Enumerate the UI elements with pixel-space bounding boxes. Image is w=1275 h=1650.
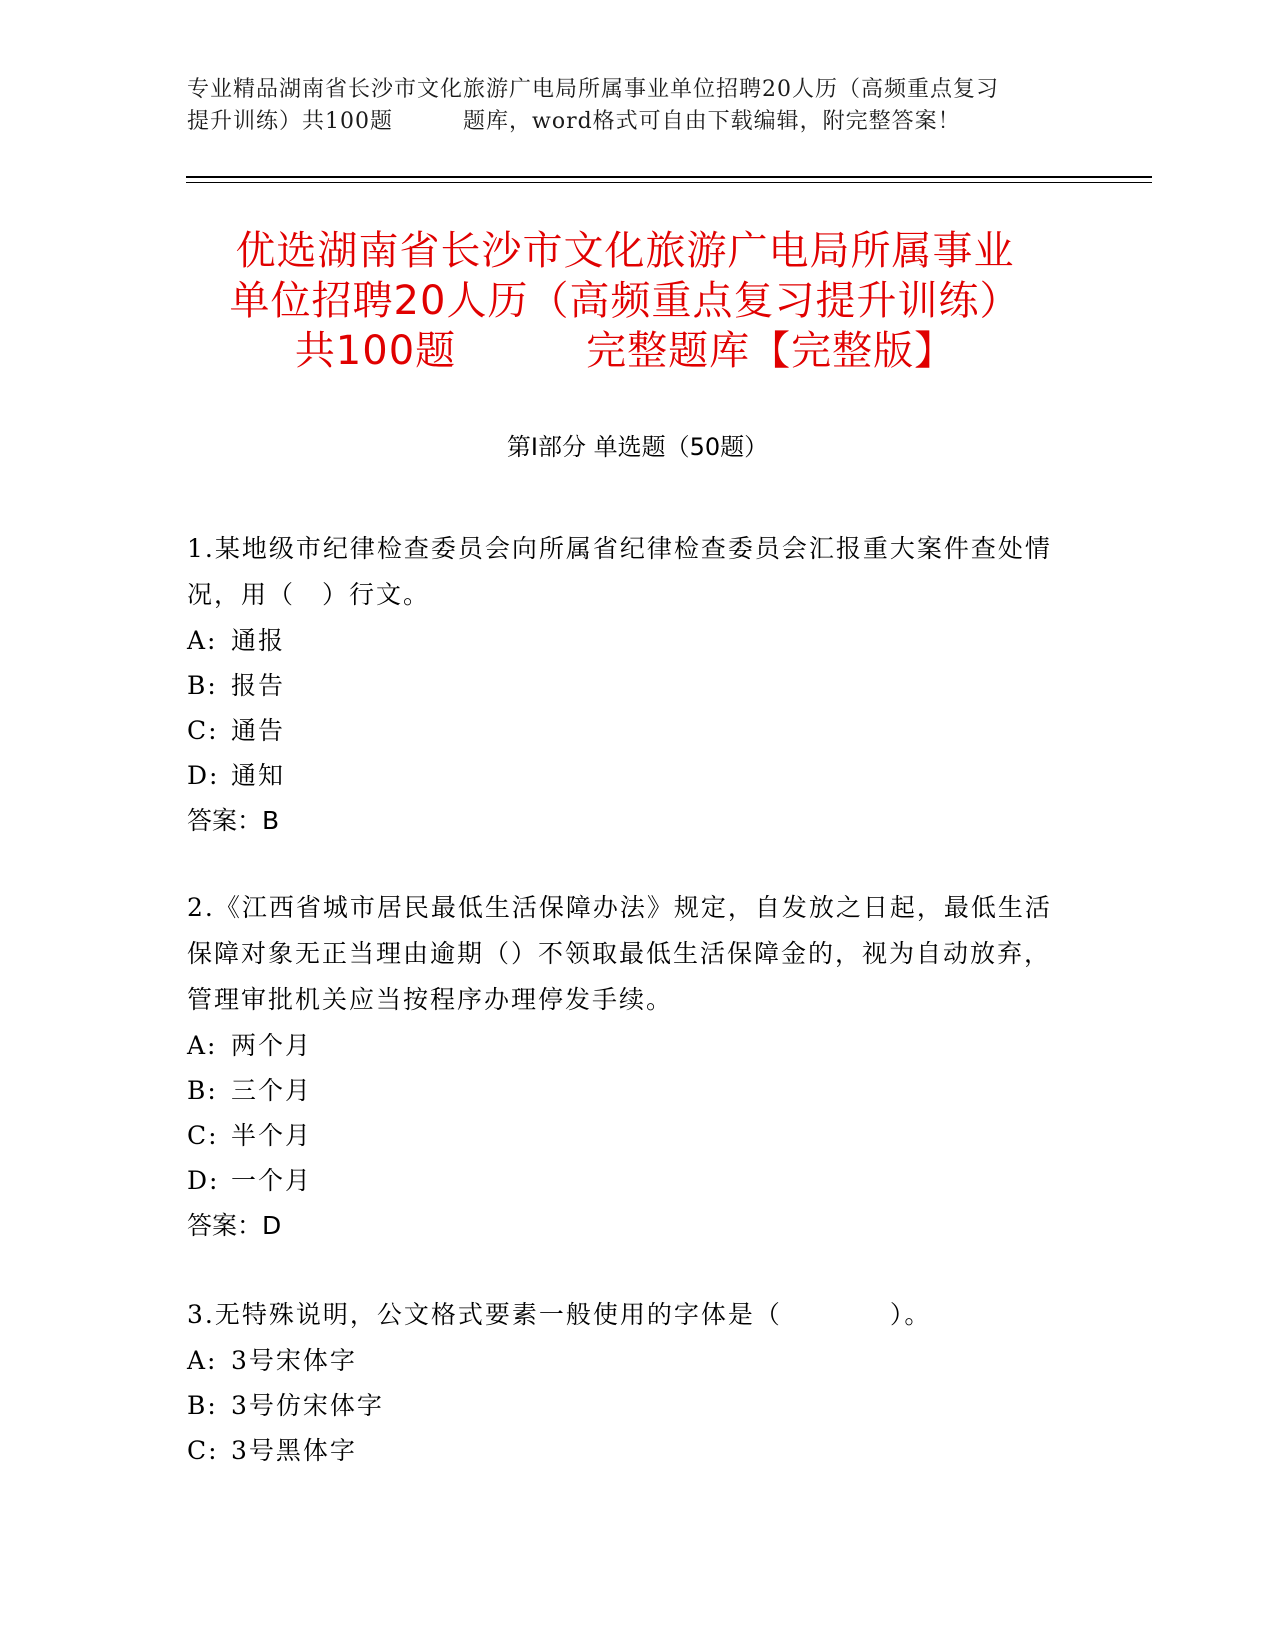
option-a xyxy=(187,1023,1067,1068)
option-label: C: xyxy=(187,1121,219,1150)
option-label: D: xyxy=(187,761,220,790)
option-label: A: xyxy=(187,626,218,655)
option-text: 三个月 xyxy=(231,1076,313,1105)
option-a xyxy=(187,1338,1067,1383)
option-text: 通报 xyxy=(231,626,286,655)
question-text: 2.《江西省城市居民最低生活保障办法》规定，自发放之日起，最低生活保障对象无正当理由逾期（）不领取最低生活保障金的，视为自动放弃，管理审批机关应当按程序办理停发手续。 xyxy=(187,893,1052,1014)
option-label: B: xyxy=(187,1391,218,1420)
title-line-1: 优选湖南省长沙市文化旅游广电局所属事业 xyxy=(235,228,1015,274)
header-divider-thick xyxy=(186,176,1152,178)
header-line-1: 专业精品湖南省长沙市文化旅游广电局所属事业单位招聘20人历（高频重点复习 xyxy=(187,77,999,102)
option-text: 3号宋体字 xyxy=(231,1346,357,1375)
option-label: A: xyxy=(187,1031,218,1060)
question-1 xyxy=(187,526,1067,843)
option-label: C: xyxy=(187,1436,219,1465)
option-text: 半个月 xyxy=(231,1121,313,1150)
document-title xyxy=(170,226,1080,376)
header-divider-thin xyxy=(186,182,1152,183)
option-d xyxy=(187,753,1067,798)
header-line-2a: 提升训练）共100题 xyxy=(187,109,393,134)
option-text: 报告 xyxy=(231,671,286,700)
option-text: 通知 xyxy=(231,761,286,790)
answer: 答案：B xyxy=(187,806,280,835)
section-heading: 第Ⅰ部分 单选题（50题） xyxy=(506,433,769,461)
option-label: A: xyxy=(187,1346,218,1375)
title-line-3a: 共100题 xyxy=(294,328,457,374)
option-d xyxy=(187,1158,1067,1203)
header-line-2b: 题库，word格式可自由下载编辑，附完整答案！ xyxy=(463,109,961,134)
option-c xyxy=(187,1428,1067,1473)
option-b xyxy=(187,1383,1067,1428)
option-b xyxy=(187,1068,1067,1113)
header-line-2 xyxy=(187,106,1087,138)
option-text: 一个月 xyxy=(231,1166,313,1195)
question-text: 3.无特殊说明，公文格式要素一般使用的字体是（ ）。 xyxy=(187,1300,932,1329)
question-3 xyxy=(187,1292,1067,1473)
option-label: B: xyxy=(187,1076,218,1105)
answer: 答案：D xyxy=(187,1211,282,1240)
option-label: B: xyxy=(187,671,218,700)
title-line-2: 单位招聘20人历（高频重点复习提升训练） xyxy=(229,278,1021,324)
option-text: 通告 xyxy=(231,716,286,745)
question-2 xyxy=(187,885,1067,1248)
option-c xyxy=(187,708,1067,753)
title-line-3b: 完整题库【完整版】 xyxy=(586,328,956,374)
option-c xyxy=(187,1113,1067,1158)
page-header xyxy=(187,74,1087,138)
option-label: D: xyxy=(187,1166,220,1195)
option-label: C: xyxy=(187,716,219,745)
option-b xyxy=(187,663,1067,708)
option-text: 3号仿宋体字 xyxy=(231,1391,384,1420)
option-text: 两个月 xyxy=(231,1031,313,1060)
title-line-3 xyxy=(170,326,1080,376)
option-a xyxy=(187,618,1067,663)
question-text: 1.某地级市纪律检查委员会向所属省纪律检查委员会汇报重大案件查处情况，用（ ）行文。 xyxy=(187,534,1052,609)
option-text: 3号黑体字 xyxy=(231,1436,357,1465)
